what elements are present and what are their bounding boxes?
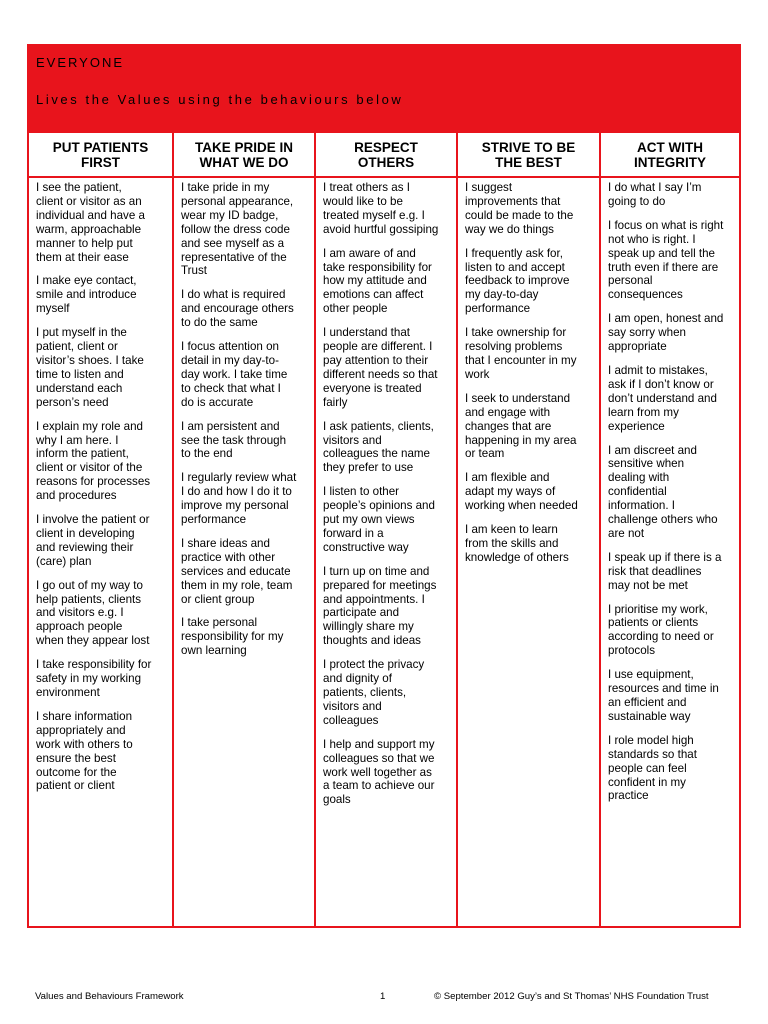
column-heading: [174, 133, 314, 178]
behaviour-item: I understand that people are different. I pay attention to their different needs so that everyone is treated fairly: [323, 326, 438, 409]
behaviour-item: I role model high standards so that people can feel confident in my practice: [608, 733, 697, 803]
behaviour-item: I suggest improvements that could be made to the way we do things: [465, 181, 574, 236]
column-act-with-integrity: [599, 133, 739, 926]
behaviour-item: I do what is required and encourage others to do the same: [181, 288, 294, 330]
behaviour-list: [174, 178, 314, 658]
behaviour-item: I explain my role and why I am here. I inform the patient, client or visitor of the reasons for processes and procedures: [36, 419, 151, 503]
behaviour-item: I regularly review what I do and how I do it to improve my personal performance: [181, 471, 297, 527]
column-heading-text: ACT WITH INTEGRITY: [633, 139, 706, 170]
behaviour-item: I treat others as I would like to be treated myself e.g. I avoid hurtful gossiping: [323, 181, 439, 236]
behaviour-item: I am keen to learn from the skills and knowledge of others: [465, 523, 569, 564]
behaviour-item: I protect the privacy and dignity of patients, clients, visitors and colleagues: [323, 658, 425, 727]
behaviour-item: I take personal responsibility for my own learning: [181, 616, 284, 658]
column-respect-others: [314, 133, 456, 926]
behaviour-item: I listen to other people’s opinions and put my own views forward in a constructive way: [323, 485, 435, 554]
behaviour-item: I go out of my way to help patients, clients and visitors e.g. I approach people when they appear lost: [36, 578, 150, 648]
behaviour-item: I seek to understand and engage with changes that are happening in my area or team: [465, 391, 577, 461]
column-heading: [601, 133, 739, 178]
column-heading-text: STRIVE TO BE THE BEST: [481, 139, 576, 170]
behaviour-item: I share ideas and practice with other services and educate them in my role, team or client group: [181, 536, 293, 606]
behaviour-item: I ask patients, clients, visitors and colleagues the name they prefer to use: [323, 419, 434, 475]
behaviour-item: I turn up on time and prepared for meetings and appointments. I participate and willingly share my thoughts and ideas: [323, 564, 437, 648]
behaviour-item: I am aware of and take responsibility for how my attitude and emotions can affect other people: [323, 246, 432, 316]
column-strive-to-be-the-best: [456, 133, 599, 926]
behaviour-item: I am discreet and sensitive when dealing with confidential information. I challenge others who are not: [608, 443, 718, 540]
behaviour-item: I do what I say I’m going to do: [608, 181, 702, 208]
column-put-patients-first: [29, 133, 172, 926]
behaviour-item: I prioritise my work, patients or clients according to need or protocols: [608, 602, 714, 658]
values-framework-table: [27, 44, 741, 928]
column-heading: [458, 133, 599, 178]
behaviour-item: I help and support my colleagues so that we work well together as a team to achieve our goals: [323, 737, 435, 807]
behaviour-item: I focus on what is right not who is right. I speak up and tell the truth even if there are personal consequences: [608, 218, 724, 302]
column-take-pride: [172, 133, 314, 926]
behaviour-item: I make eye contact, smile and introduce myself: [36, 274, 137, 316]
behaviour-item: I admit to mistakes, ask if I don’t know or don’t understand and learn from my experience: [608, 363, 717, 433]
behaviour-item: I see the patient, client or visitor as an individual and have a warm, approachable manner to help put them at their ease: [36, 181, 145, 264]
behaviour-item: I involve the patient or client in developing and reviewing their (care) plan: [36, 513, 150, 568]
column-heading: [29, 133, 172, 178]
behaviour-item: I put myself in the patient, client or visitor’s shoes. I take time to listen and understand each person’s need: [36, 326, 144, 409]
behaviour-list: [316, 178, 456, 807]
column-heading-text: TAKE PRIDE IN WHAT WE DO: [194, 139, 293, 170]
header-banner: [29, 46, 739, 134]
column-heading-text: PUT PATIENTS FIRST: [52, 139, 149, 170]
behaviour-item: I speak up if there is a risk that deadlines may not be met: [608, 550, 722, 592]
banner-title: EVERYONE: [36, 55, 125, 70]
behaviour-list: [458, 178, 599, 565]
behaviour-item: I am flexible and adapt my ways of working when needed: [465, 471, 578, 513]
behaviour-item: I use equipment, resources and time in an efficient and sustainable way: [608, 668, 719, 723]
behaviour-item: I take responsibility for safety in my working environment: [36, 658, 152, 699]
behaviour-item: I take ownership for resolving problems that I encounter in my work: [465, 326, 577, 381]
behaviour-list: [29, 178, 172, 793]
behaviour-item: I am open, honest and say sorry when appropriate: [608, 312, 724, 354]
footer-copyright: © September 2012 Guy’s and St Thomas’ NHS Foundation Trust: [434, 991, 709, 1002]
behaviour-item: I am persistent and see the task through to the end: [181, 419, 287, 461]
behaviour-list: [601, 178, 739, 803]
footer-document-title: Values and Behaviours Framework: [35, 991, 184, 1002]
behaviour-item: I take pride in my personal appearance, wear my ID badge, follow the dress code and see myself as a representative of the Trust: [181, 181, 294, 278]
behaviour-item: I frequently ask for, listen to and accept feedback to improve my day-to-day performance: [465, 246, 570, 316]
column-heading-text: RESPECT OTHERS: [354, 139, 418, 170]
footer-page-number: 1: [380, 991, 386, 1002]
banner-subtitle: Lives the Values using the behaviours below: [36, 92, 404, 107]
behaviour-item: I focus attention on detail in my day-to- day work. I take time to check that what I do is accurate: [181, 340, 288, 409]
behaviour-item: I share information appropriately and work with others to ensure the best outcome for the patient or client: [36, 709, 133, 793]
column-heading: [316, 133, 456, 178]
